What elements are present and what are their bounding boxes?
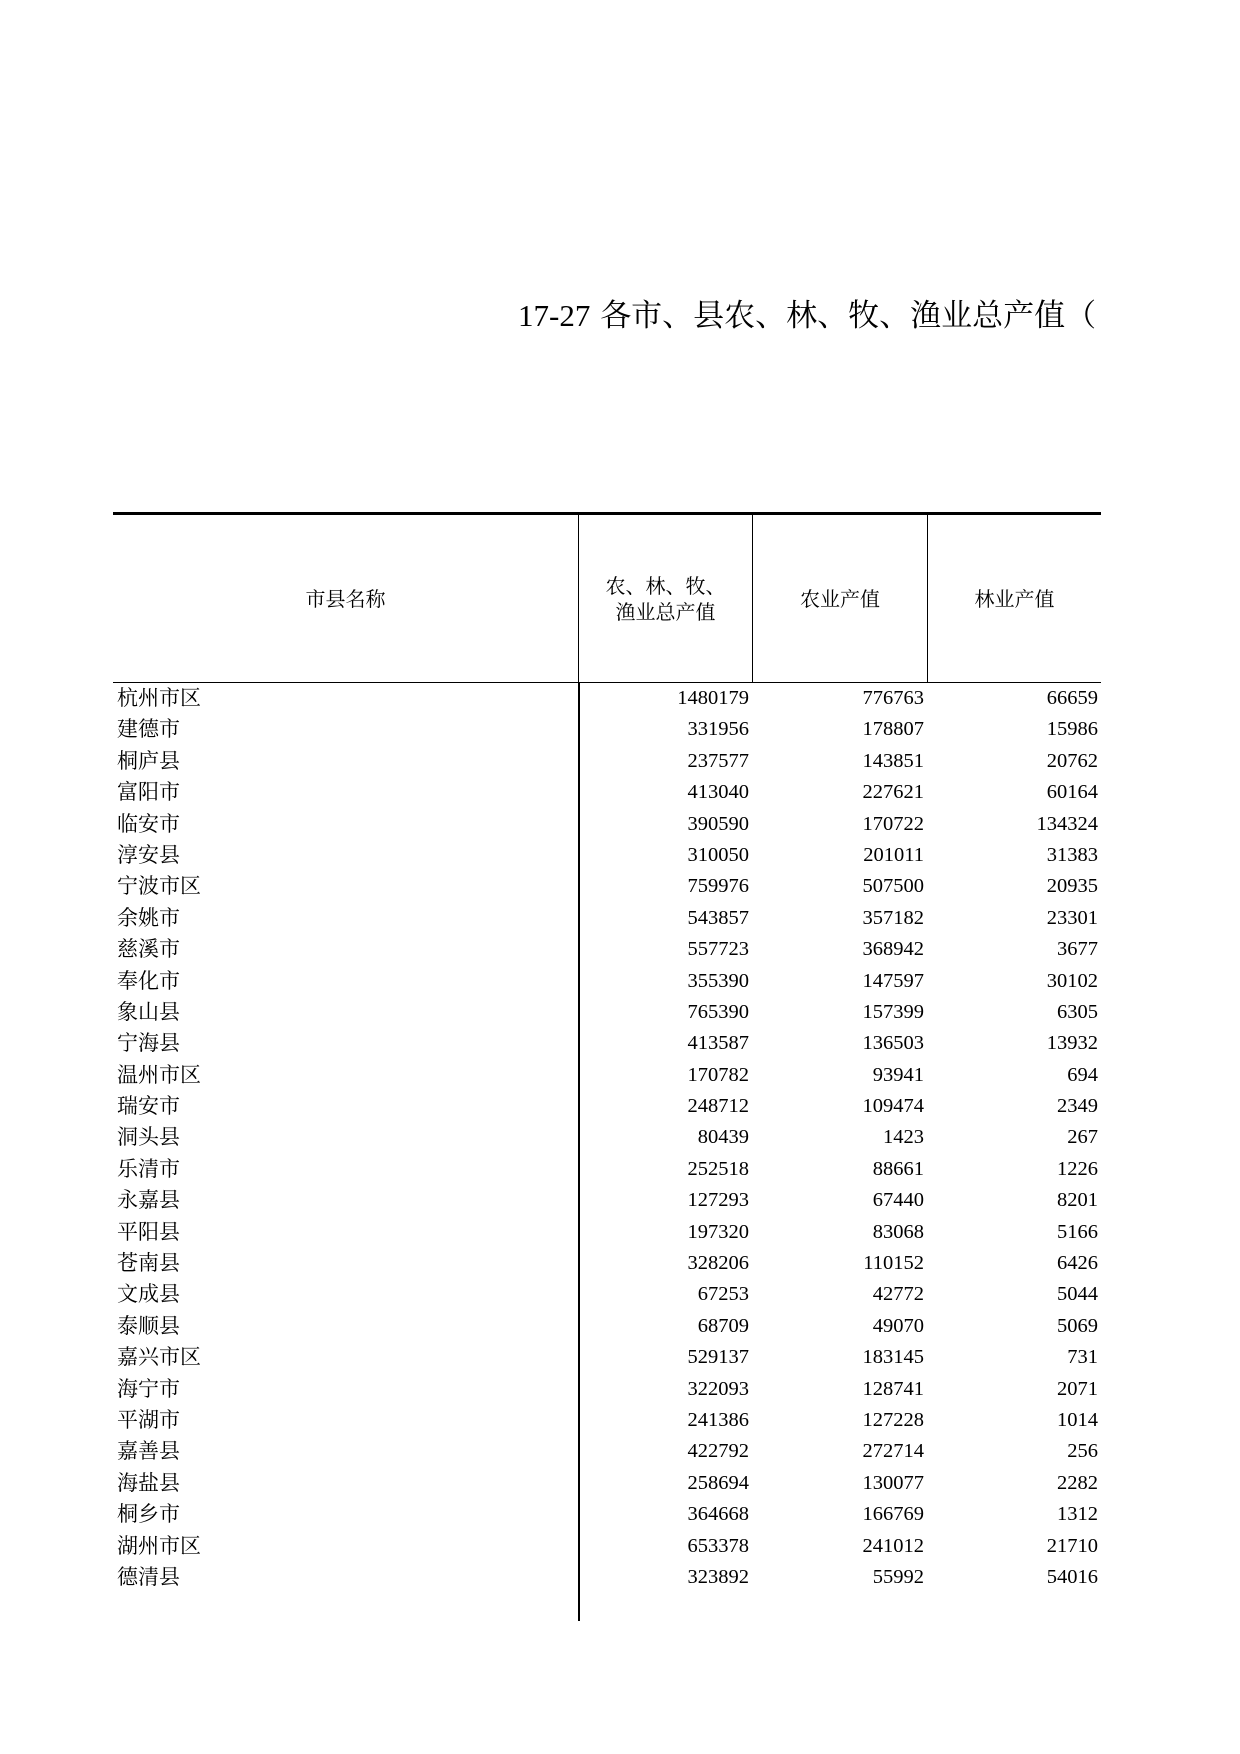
cell-name: 德清县 [117, 1564, 180, 1589]
cell-name: 宁波市区 [117, 874, 201, 899]
cell-agriculture: 227621 [862, 781, 924, 804]
cell-forestry: 31383 [1046, 843, 1098, 866]
cell-agriculture: 157399 [862, 1000, 924, 1023]
table-row [113, 1185, 1101, 1216]
cell-name: 余姚市 [117, 905, 180, 930]
table-row [113, 1468, 1101, 1499]
cell-total: 759976 [687, 875, 749, 898]
cell-name: 海盐县 [117, 1470, 180, 1495]
table-row [113, 809, 1101, 840]
cell-total: 422792 [687, 1440, 749, 1463]
cell-name: 桐乡市 [117, 1502, 180, 1527]
cell-total: 170782 [687, 1063, 749, 1086]
table-row [113, 1060, 1101, 1091]
cell-agriculture: 241012 [862, 1534, 924, 1557]
cell-agriculture: 136503 [862, 1032, 924, 1055]
cell-forestry: 30102 [1046, 969, 1098, 992]
cell-forestry: 23301 [1046, 906, 1098, 929]
cell-agriculture: 776763 [862, 687, 924, 709]
cell-total: 653378 [687, 1534, 749, 1557]
table-row [113, 714, 1101, 745]
cell-forestry: 6426 [1057, 1252, 1098, 1275]
cell-forestry: 5069 [1057, 1314, 1098, 1337]
cell-total: 529137 [687, 1346, 749, 1369]
cell-agriculture: 143851 [862, 749, 924, 772]
header-agriculture: 农业产值 [752, 515, 927, 682]
table-number: 17-27 [518, 298, 591, 333]
cell-total: 68709 [697, 1314, 749, 1337]
cell-agriculture: 67440 [872, 1189, 924, 1212]
table-row [113, 1122, 1101, 1153]
cell-total: 252518 [687, 1157, 749, 1180]
table-row [113, 1028, 1101, 1059]
table-row [113, 997, 1101, 1028]
table-row [113, 1499, 1101, 1530]
cell-agriculture: 147597 [862, 969, 924, 992]
cell-name: 富阳市 [117, 780, 180, 805]
table-row [113, 1342, 1101, 1373]
table-row [113, 840, 1101, 871]
cell-agriculture: 507500 [862, 875, 924, 898]
cell-total: 765390 [687, 1000, 749, 1023]
cell-forestry: 5044 [1057, 1283, 1098, 1306]
cell-agriculture: 368942 [862, 938, 924, 961]
cell-forestry: 3677 [1057, 938, 1098, 961]
cell-total: 258694 [687, 1471, 749, 1494]
cell-agriculture: 127228 [862, 1408, 924, 1431]
cell-total: 67253 [697, 1283, 749, 1306]
table-row [113, 934, 1101, 965]
cell-forestry: 20935 [1046, 875, 1098, 898]
cell-name: 奉化市 [117, 968, 180, 993]
cell-forestry: 2349 [1057, 1095, 1098, 1118]
cell-name: 象山县 [117, 999, 180, 1024]
cell-forestry: 20762 [1046, 749, 1098, 772]
cell-total: 322093 [687, 1377, 749, 1400]
cell-total: 413040 [687, 781, 749, 804]
table-row [113, 1091, 1101, 1122]
cell-total: 197320 [687, 1220, 749, 1243]
cell-forestry: 21710 [1046, 1534, 1098, 1557]
cell-forestry: 1312 [1057, 1503, 1098, 1526]
cell-forestry: 13932 [1046, 1032, 1098, 1055]
cell-forestry: 54016 [1046, 1565, 1098, 1588]
cell-name: 淳安县 [117, 842, 180, 867]
cell-agriculture: 55992 [872, 1565, 924, 1588]
cell-forestry: 66659 [1046, 687, 1098, 709]
cell-name: 海宁市 [117, 1376, 180, 1401]
cell-agriculture: 166769 [862, 1503, 924, 1526]
table-row [113, 746, 1101, 777]
cell-total: 364668 [687, 1503, 749, 1526]
cell-agriculture: 88661 [872, 1157, 924, 1180]
cell-name: 嘉善县 [117, 1439, 180, 1464]
cell-agriculture: 272714 [862, 1440, 924, 1463]
cell-forestry: 5166 [1057, 1220, 1098, 1243]
cell-name: 嘉兴市区 [117, 1345, 201, 1370]
cell-forestry: 15986 [1046, 718, 1098, 741]
cell-total: 413587 [687, 1032, 749, 1055]
cell-name: 永嘉县 [117, 1188, 180, 1213]
cell-agriculture: 170722 [862, 812, 924, 835]
cell-total: 237577 [687, 749, 749, 772]
cell-forestry: 60164 [1046, 781, 1098, 804]
cell-name: 乐清市 [117, 1156, 180, 1181]
cell-forestry: 8201 [1057, 1189, 1098, 1212]
title-text: 各市、县农、林、牧、渔业总产值（ [600, 298, 1097, 334]
table-row [113, 871, 1101, 902]
cell-total: 127293 [687, 1189, 749, 1212]
table-row [113, 1279, 1101, 1310]
cell-total: 543857 [687, 906, 749, 929]
cell-forestry: 1014 [1057, 1408, 1098, 1431]
table-row [113, 1154, 1101, 1185]
table-row [113, 966, 1101, 997]
cell-name: 湖州市区 [117, 1533, 201, 1558]
cell-agriculture: 201011 [863, 843, 924, 866]
table-row [113, 1562, 1101, 1593]
cell-total: 355390 [687, 969, 749, 992]
header-forestry: 林业产值 [927, 515, 1101, 682]
table-row [113, 903, 1101, 934]
cell-forestry: 267 [1067, 1126, 1098, 1149]
cell-forestry: 731 [1067, 1346, 1098, 1369]
cell-name: 洞头县 [117, 1125, 180, 1150]
cell-agriculture: 109474 [862, 1095, 924, 1118]
table-row [113, 1531, 1101, 1562]
table-row [113, 1248, 1101, 1279]
cell-forestry: 2282 [1057, 1471, 1098, 1494]
cell-agriculture: 183145 [862, 1346, 924, 1369]
cell-forestry: 2071 [1057, 1377, 1098, 1400]
cell-total: 390590 [687, 812, 749, 835]
cell-forestry: 694 [1067, 1063, 1098, 1086]
cell-name: 慈溪市 [117, 937, 180, 962]
header-name: 市县名称 [305, 586, 386, 611]
table-row [113, 1436, 1101, 1467]
cell-total: 323892 [687, 1565, 749, 1588]
cell-name: 杭州市区 [117, 686, 201, 710]
cell-name: 宁海县 [117, 1031, 180, 1056]
cell-total: 328206 [687, 1252, 749, 1275]
cell-total: 557723 [687, 938, 749, 961]
cell-name: 建德市 [117, 717, 180, 742]
table-body [113, 683, 1101, 1593]
cell-forestry: 6305 [1057, 1000, 1098, 1023]
cell-agriculture: 42772 [872, 1283, 924, 1306]
cell-agriculture: 93941 [872, 1063, 924, 1086]
cell-total: 310050 [687, 843, 749, 866]
cell-agriculture: 128741 [862, 1377, 924, 1400]
cell-agriculture: 130077 [862, 1471, 924, 1494]
cell-name: 泰顺县 [117, 1313, 180, 1338]
cell-agriculture: 357182 [862, 906, 924, 929]
table-header [113, 515, 1101, 683]
header-total-label: 农、林、牧、 渔业总产值 [605, 573, 726, 624]
cell-agriculture: 110152 [863, 1252, 924, 1275]
cell-agriculture: 1423 [883, 1126, 924, 1149]
cell-total: 331956 [687, 718, 749, 741]
table-row [113, 1374, 1101, 1405]
cell-name: 平阳县 [117, 1219, 180, 1244]
cell-agriculture: 49070 [872, 1314, 924, 1337]
table-row [113, 1311, 1101, 1342]
cell-total: 1480179 [677, 687, 749, 709]
cell-name: 瑞安市 [117, 1094, 180, 1119]
cell-forestry: 134324 [1036, 812, 1098, 835]
table-row [113, 1217, 1101, 1248]
page-title [518, 290, 1096, 335]
table-row [113, 683, 1101, 714]
cell-name: 桐庐县 [117, 748, 180, 773]
table-row [113, 777, 1101, 808]
cell-forestry: 1226 [1057, 1157, 1098, 1180]
cell-forestry: 256 [1067, 1440, 1098, 1463]
cell-total: 241386 [687, 1408, 749, 1431]
cell-name: 文成县 [117, 1282, 180, 1307]
cell-name: 临安市 [117, 811, 180, 836]
cell-total: 80439 [697, 1126, 749, 1149]
cell-total: 248712 [687, 1095, 749, 1118]
cell-name: 苍南县 [117, 1251, 180, 1276]
cell-name: 平湖市 [117, 1407, 180, 1432]
cell-agriculture: 178807 [862, 718, 924, 741]
cell-agriculture: 83068 [872, 1220, 924, 1243]
header-total [578, 515, 752, 682]
cell-name: 温州市区 [117, 1062, 201, 1087]
table-row [113, 1405, 1101, 1436]
